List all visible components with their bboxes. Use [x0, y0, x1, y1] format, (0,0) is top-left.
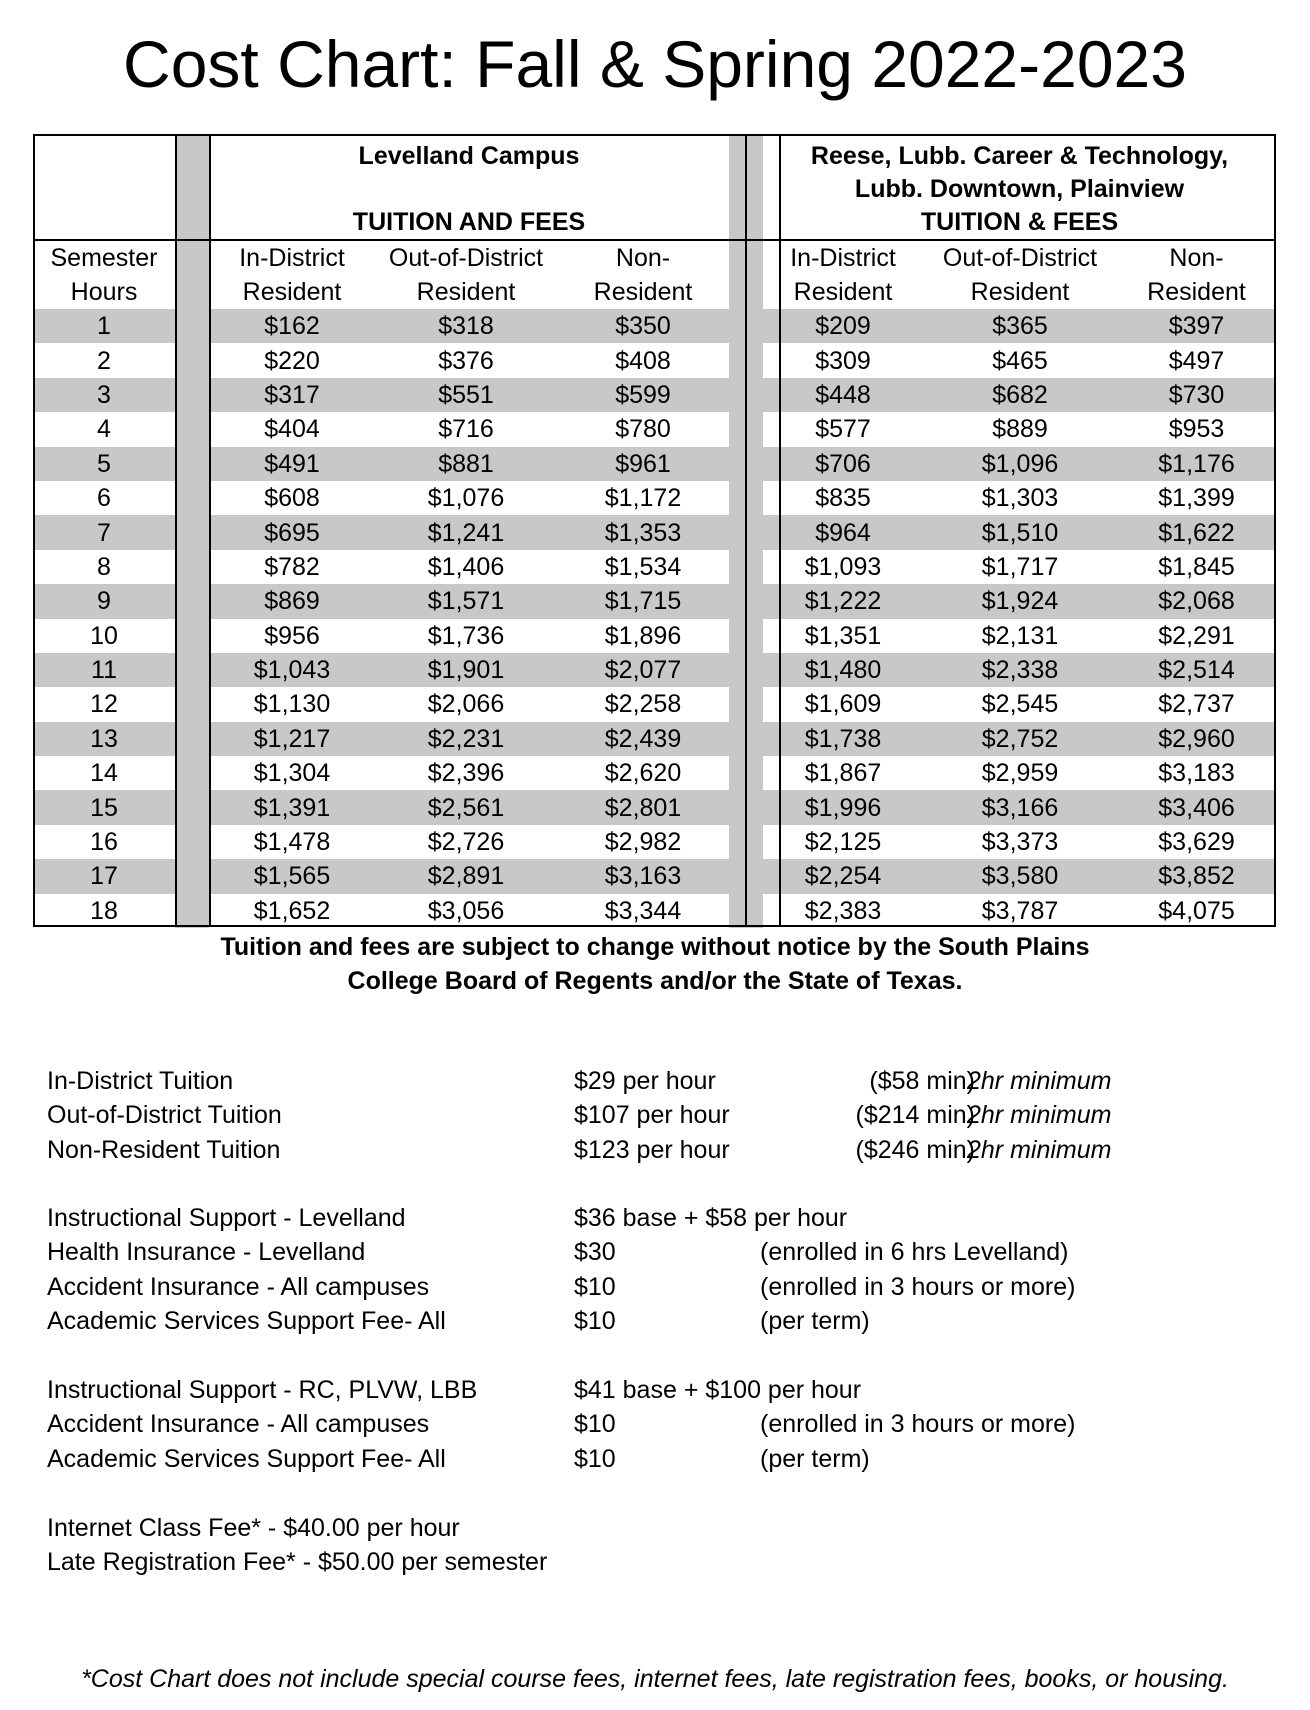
col-reese-non-resident: [1117, 240, 1276, 309]
table-column-divider: [779, 134, 781, 927]
cell-reese-in-district: $1,738: [763, 722, 923, 756]
cell-levelland-in-district: $869: [209, 584, 375, 618]
cell-levelland-out-district: $881: [375, 447, 557, 481]
cell-reese-out-district: $3,373: [981, 828, 1059, 857]
table-row: [33, 825, 1276, 859]
table-row: [33, 653, 1276, 687]
cell-levelland-non-resident: $1,172: [604, 484, 682, 513]
table-row: [33, 619, 1276, 653]
cost-table: [33, 134, 1276, 928]
table-row: [33, 309, 1276, 343]
gap-cell: [175, 550, 209, 584]
fee-amount: $10: [574, 1272, 616, 1301]
cell-hours: 10: [90, 621, 118, 650]
cell-reese-in-district: $964: [763, 515, 923, 549]
reese-header-line: Reese, Lubb. Career & Technology,: [810, 142, 1229, 170]
gap-cell: [175, 515, 209, 549]
cell-hours: 12: [90, 690, 118, 719]
disclaimer-line: Tuition and fees are subject to change without notice by the South Plains: [220, 933, 1090, 961]
fee-label: Academic Services Support Fee- All: [47, 1307, 446, 1336]
levelland-fees: [47, 1201, 1277, 1339]
col-header-line: Resident: [1147, 278, 1246, 306]
fee-row: [47, 1133, 1277, 1167]
gap-cell: [175, 825, 209, 859]
cell-hours: 5: [33, 447, 175, 481]
cell-reese-non-resident: $3,406: [1117, 790, 1276, 824]
table-column-divider: [745, 134, 747, 927]
cell-hours: 18: [90, 896, 118, 925]
col-header-line: Hours: [70, 278, 138, 306]
cell-levelland-in-district: $220: [264, 346, 320, 375]
cell-reese-out-district: $2,131: [981, 621, 1059, 650]
col-levelland-in-district: [209, 240, 375, 309]
col-header-line: Out-of-District: [942, 244, 1098, 272]
fee-row: [47, 1511, 1277, 1545]
cell-levelland-in-district: $782: [264, 552, 320, 581]
fee-rate: $29 per hour: [574, 1067, 716, 1095]
gap-cell: [175, 584, 209, 618]
cell-levelland-non-resident: $2,982: [604, 828, 682, 857]
cell-levelland-in-district: $608: [264, 484, 320, 513]
gap-cell: [175, 240, 209, 309]
table-column-divider: [175, 134, 177, 927]
gap-cell: [175, 378, 209, 412]
tuition-rates: [47, 1064, 1277, 1167]
table-row: [33, 481, 1276, 515]
gap-cell: [175, 447, 209, 481]
cell-levelland-in-district: $1,304: [253, 759, 331, 788]
table-row: [33, 790, 1276, 824]
col-header-line: Non-: [615, 244, 671, 272]
gap-cell: [175, 481, 209, 515]
footer-note: *Cost Chart does not include special course fees, internet fees, late registration fees, books, or housing.: [81, 1665, 1229, 1693]
cell-levelland-out-district: $2,396: [427, 759, 505, 788]
fee-minimum: ($246 min): [855, 1135, 975, 1164]
fee-label: Out-of-District Tuition: [47, 1101, 282, 1130]
gap-cell: [175, 894, 209, 928]
table-row: [33, 412, 1276, 446]
col-header-line: Resident: [970, 278, 1070, 306]
cell-levelland-in-district: $491: [209, 447, 375, 481]
cell-levelland-in-district: $956: [264, 621, 320, 650]
fee-requirement: 2hr minimum: [967, 1067, 1112, 1095]
cell-levelland-out-district: $1,901: [375, 653, 557, 687]
col-levelland-out-district: [375, 240, 557, 309]
cell-levelland-non-resident: $408: [615, 346, 671, 375]
table-group-header: [33, 134, 1276, 240]
cell-reese-out-district: $889: [992, 415, 1048, 444]
disclaimer-line: College Board of Regents and/or the State of Texas.: [347, 967, 963, 995]
fee-detail: (enrolled in 3 hours or more): [760, 1272, 1076, 1301]
fee-amount: $36 base + $58 per hour: [574, 1204, 848, 1232]
cell-hours: 16: [90, 828, 118, 857]
cell-hours: 6: [97, 484, 111, 513]
cell-reese-in-district: $209: [763, 309, 923, 343]
cell-reese-non-resident: $1,845: [1158, 552, 1235, 581]
cell-reese-out-district: $3,787: [981, 896, 1059, 925]
cell-reese-in-district: $2,254: [763, 859, 923, 893]
cell-hours: 1: [33, 309, 175, 343]
cell-reese-in-district: $1,351: [804, 621, 882, 650]
fee-label: Late Registration Fee* - $50.00 per semester: [47, 1548, 548, 1577]
fee-minimum: ($214 min): [855, 1101, 975, 1130]
gap-cell: [175, 687, 209, 721]
cell-hours: 11: [33, 653, 175, 687]
cell-reese-in-district: $1,222: [763, 584, 923, 618]
cell-reese-non-resident: $2,291: [1158, 621, 1235, 650]
cell-reese-in-district: $1,996: [763, 790, 923, 824]
corner-cell: [33, 134, 175, 240]
cell-levelland-non-resident: $2,439: [557, 722, 729, 756]
gap-cell: [175, 790, 209, 824]
cell-hours: 2: [97, 346, 111, 375]
cell-levelland-non-resident: $1,715: [557, 584, 729, 618]
cell-reese-in-district: $706: [763, 447, 923, 481]
cell-levelland-non-resident: $2,258: [604, 690, 682, 719]
fee-amount: $41 base + $100 per hour: [574, 1376, 862, 1404]
fee-row: [47, 1442, 1277, 1476]
cell-reese-non-resident: $2,737: [1158, 690, 1235, 719]
gap-cell: [175, 412, 209, 446]
cell-levelland-in-district: $1,043: [209, 653, 375, 687]
cell-levelland-in-district: $1,565: [209, 859, 375, 893]
cell-levelland-in-district: $404: [264, 415, 320, 444]
cell-reese-non-resident: $3,629: [1158, 828, 1235, 857]
levelland-header-line: TUITION AND FEES: [352, 208, 586, 236]
cell-levelland-non-resident: $2,620: [604, 759, 682, 788]
table-row: [33, 687, 1276, 721]
fee-requirement: 2hr minimum: [967, 1101, 1112, 1130]
table-row: [33, 756, 1276, 790]
gap-cell: [175, 619, 209, 653]
cell-levelland-out-district: $1,736: [427, 621, 505, 650]
reese-header: [763, 134, 1276, 240]
cell-levelland-out-district: $376: [438, 346, 494, 375]
fee-row: [47, 1064, 1277, 1098]
cell-reese-in-district: $309: [815, 346, 871, 375]
cell-reese-out-district: $1,510: [923, 515, 1117, 549]
cell-reese-in-district: $1,480: [763, 653, 923, 687]
fee-row: [47, 1373, 1277, 1407]
fee-row: [47, 1304, 1277, 1338]
cell-reese-non-resident: $397: [1117, 309, 1276, 343]
other-campus-fees: [47, 1373, 1277, 1476]
cell-levelland-non-resident: $599: [557, 378, 729, 412]
fee-label: Health Insurance - Levelland: [47, 1238, 366, 1267]
cell-levelland-in-district: $695: [209, 515, 375, 549]
table-row: [33, 447, 1276, 481]
cell-levelland-in-district: $1,130: [253, 690, 331, 719]
fee-row: [47, 1098, 1277, 1132]
fee-row: [47, 1545, 1277, 1579]
cell-reese-out-district: $682: [923, 378, 1117, 412]
cell-levelland-non-resident: $3,163: [557, 859, 729, 893]
gap-cell: [175, 343, 209, 377]
cell-levelland-non-resident: $2,077: [557, 653, 729, 687]
cell-levelland-non-resident: $961: [557, 447, 729, 481]
table-column-header: [33, 240, 1276, 309]
cell-reese-out-district: $1,717: [981, 552, 1059, 581]
cell-levelland-out-district: $1,076: [427, 484, 505, 513]
fee-amount: $30: [574, 1238, 616, 1267]
cell-levelland-in-district: $1,652: [253, 896, 331, 925]
table-row: [33, 584, 1276, 618]
col-header-line: Resident: [593, 278, 693, 306]
col-semester-hours: [33, 240, 175, 309]
cell-hours: 14: [90, 759, 118, 788]
levelland-header: [209, 134, 729, 240]
cell-reese-out-district: $465: [992, 346, 1048, 375]
cell-hours: 8: [97, 552, 111, 581]
cell-levelland-out-district: $2,726: [427, 828, 505, 857]
cell-levelland-non-resident: $350: [557, 309, 729, 343]
levelland-header-line: [209, 173, 729, 206]
cell-levelland-out-district: $2,891: [375, 859, 557, 893]
fee-row: [47, 1201, 1277, 1235]
cell-hours: 17: [33, 859, 175, 893]
col-header-line: Non-: [1169, 244, 1224, 272]
cell-levelland-out-district: $1,241: [375, 515, 557, 549]
cell-levelland-in-district: $1,217: [209, 722, 375, 756]
cell-reese-in-district: $2,383: [804, 896, 882, 925]
gap-cell: [175, 756, 209, 790]
cell-levelland-in-district: $1,478: [253, 828, 331, 857]
fee-row: [47, 1235, 1277, 1269]
fee-label: Academic Services Support Fee- All: [47, 1444, 446, 1473]
table-row: [33, 894, 1276, 928]
gap-cell: [175, 653, 209, 687]
cell-levelland-non-resident: $780: [615, 415, 671, 444]
levelland-header-line: Levelland Campus: [358, 142, 580, 170]
col-header-line: Semester: [50, 244, 158, 272]
cell-levelland-in-district: $317: [209, 378, 375, 412]
fee-row: [47, 1407, 1277, 1441]
cell-reese-out-district: $365: [923, 309, 1117, 343]
cell-hours: 15: [33, 790, 175, 824]
cell-hours: 7: [33, 515, 175, 549]
col-header-line: Resident: [793, 278, 893, 306]
col-header-line: Resident: [242, 278, 342, 306]
cell-levelland-non-resident: $1,896: [604, 621, 682, 650]
cell-reese-out-district: $2,752: [923, 722, 1117, 756]
cell-reese-non-resident: $953: [1168, 415, 1225, 444]
gap-cell: [175, 859, 209, 893]
cell-reese-non-resident: $730: [1117, 378, 1276, 412]
table-row: [33, 515, 1276, 549]
disclaimer-note: [0, 930, 1310, 998]
table-row: [33, 722, 1276, 756]
col-header-line: In-District: [790, 244, 896, 272]
cell-reese-in-district: $2,125: [804, 828, 882, 857]
gap-cell: [175, 134, 209, 240]
fee-label: Accident Insurance - All campuses: [47, 1272, 430, 1301]
cell-reese-out-district: $3,580: [923, 859, 1117, 893]
fee-label: Instructional Support - RC, PLVW, LBB: [47, 1376, 478, 1404]
cell-reese-non-resident: $1,399: [1158, 484, 1235, 513]
cell-reese-out-district: $2,959: [981, 759, 1059, 788]
cell-reese-non-resident: $2,514: [1117, 653, 1276, 687]
cell-reese-non-resident: $3,852: [1117, 859, 1276, 893]
col-header-line: In-District: [239, 244, 345, 272]
cell-reese-out-district: $1,096: [923, 447, 1117, 481]
table-column-divider: [209, 134, 211, 927]
fee-row: [47, 1270, 1277, 1304]
cell-levelland-non-resident: $1,353: [557, 515, 729, 549]
cell-hours: 3: [33, 378, 175, 412]
cell-levelland-out-district: $716: [438, 415, 494, 444]
table-row: [33, 859, 1276, 893]
table-row: [33, 378, 1276, 412]
col-reese-out-district: [923, 240, 1117, 309]
cell-levelland-out-district: $2,561: [375, 790, 557, 824]
cell-levelland-non-resident: $1,534: [604, 552, 682, 581]
fee-amount: $10: [574, 1444, 616, 1473]
gap-cell: [175, 309, 209, 343]
fee-minimum: ($58 min): [869, 1067, 975, 1095]
cell-reese-in-district: $1,867: [804, 759, 882, 788]
table-row: [33, 343, 1276, 377]
col-header-line: Resident: [416, 278, 516, 306]
cell-levelland-out-district: $2,231: [375, 722, 557, 756]
fee-label: In-District Tuition: [47, 1067, 234, 1095]
col-levelland-non-resident: [557, 240, 729, 309]
cell-hours: 13: [33, 722, 175, 756]
fee-label: Accident Insurance - All campuses: [47, 1410, 430, 1439]
cell-levelland-out-district: $551: [375, 378, 557, 412]
fee-label: Non-Resident Tuition: [47, 1135, 281, 1164]
cell-reese-non-resident: $1,622: [1117, 515, 1276, 549]
cell-reese-non-resident: $497: [1168, 346, 1225, 375]
cell-hours: 4: [97, 415, 111, 444]
cell-levelland-non-resident: $3,344: [604, 896, 682, 925]
cell-levelland-in-district: $1,391: [209, 790, 375, 824]
page-title: Cost Chart: Fall & Spring 2022-2023: [123, 27, 1187, 101]
cell-levelland-out-district: $1,571: [375, 584, 557, 618]
cell-levelland-out-district: $2,066: [427, 690, 505, 719]
fee-detail: (per term): [760, 1444, 870, 1473]
fee-amount: $10: [574, 1410, 616, 1439]
fee-rate: $123 per hour: [574, 1135, 730, 1164]
fee-detail: (per term): [760, 1307, 870, 1336]
cell-reese-non-resident: $3,183: [1158, 759, 1235, 788]
fee-requirement: 2hr minimum: [967, 1135, 1112, 1164]
cell-reese-out-district: $1,924: [923, 584, 1117, 618]
table-row: [33, 550, 1276, 584]
cell-reese-out-district: $2,338: [923, 653, 1117, 687]
cell-levelland-out-district: $3,056: [427, 896, 505, 925]
cell-reese-in-district: $1,093: [804, 552, 882, 581]
fee-detail: (enrolled in 6 hrs Levelland): [760, 1238, 1069, 1267]
cell-reese-out-district: $1,303: [981, 484, 1059, 513]
fee-amount: $10: [574, 1307, 616, 1336]
cell-reese-non-resident: $4,075: [1158, 896, 1235, 925]
fee-detail: (enrolled in 3 hours or more): [760, 1410, 1076, 1439]
cell-reese-in-district: $1,609: [804, 690, 882, 719]
cell-reese-non-resident: $2,068: [1117, 584, 1276, 618]
fee-label: Internet Class Fee* - $40.00 per hour: [47, 1514, 460, 1542]
fee-rate: $107 per hour: [574, 1101, 730, 1130]
cell-reese-out-district: $3,166: [923, 790, 1117, 824]
reese-header-line: TUITION & FEES: [920, 208, 1119, 236]
cell-levelland-out-district: $318: [375, 309, 557, 343]
reese-header-line: Lubb. Downtown, Plainview: [854, 175, 1185, 203]
cell-levelland-out-district: $1,406: [427, 552, 505, 581]
gap-cell: [175, 722, 209, 756]
cell-hours: 9: [33, 584, 175, 618]
misc-fees: [47, 1511, 1277, 1580]
cell-reese-in-district: $577: [815, 415, 871, 444]
cell-reese-non-resident: $2,960: [1117, 722, 1276, 756]
cell-reese-in-district: $448: [763, 378, 923, 412]
cell-reese-in-district: $835: [815, 484, 871, 513]
cell-levelland-in-district: $162: [209, 309, 375, 343]
cell-reese-non-resident: $1,176: [1117, 447, 1276, 481]
col-reese-in-district: [763, 240, 923, 309]
col-header-line: Out-of-District: [388, 244, 544, 272]
cell-reese-out-district: $2,545: [981, 690, 1059, 719]
fee-label: Instructional Support - Levelland: [47, 1204, 406, 1232]
cell-levelland-non-resident: $2,801: [557, 790, 729, 824]
